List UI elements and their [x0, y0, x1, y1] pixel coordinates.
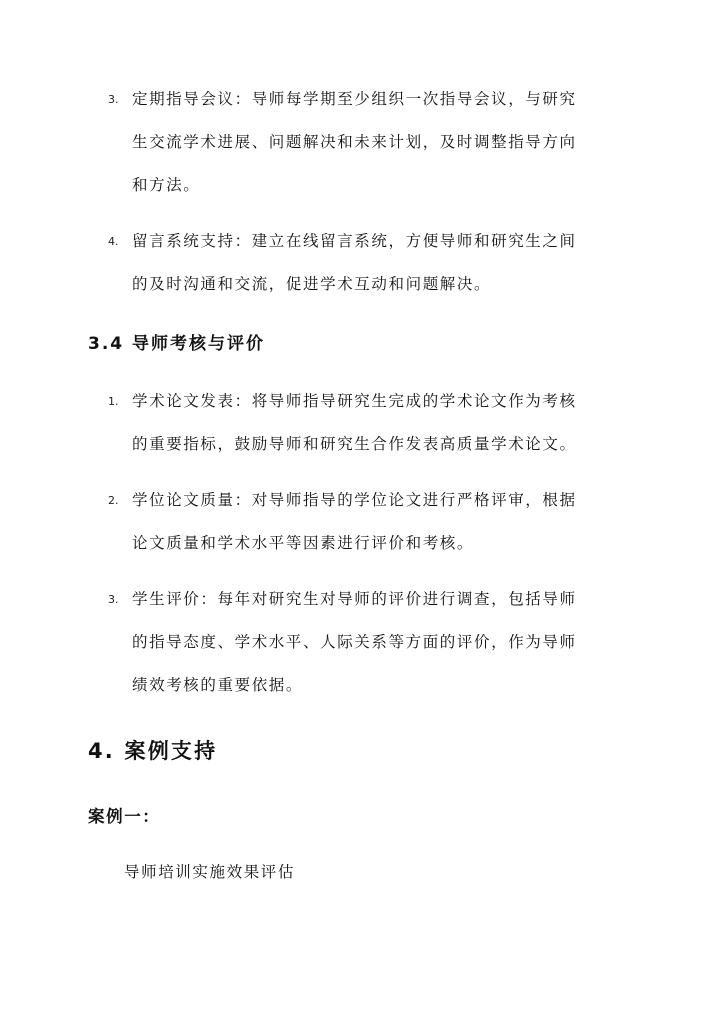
list-item-number: 2.	[108, 494, 119, 507]
list-item-number: 3.	[108, 93, 119, 106]
list-item-number: 4.	[108, 235, 119, 248]
list-item-line: 论文质量和学术水平等因素进行评价和考核。	[132, 534, 475, 552]
list-item-line: 和方法。	[132, 176, 201, 194]
case-title: 案例一：	[88, 807, 161, 826]
section-heading-4: 4. 案例支持	[88, 739, 218, 763]
list-item-line: 的指导态度、学术水平、人际关系等方面的评价，作为导师	[132, 633, 577, 651]
list-item-line: 绩效考核的重要依据。	[132, 676, 304, 694]
list-item-line: 定期指导会议：导师每学期至少组织一次指导会议，与研究	[132, 90, 577, 108]
list-item-line: 留言系统支持：建立在线留言系统，方便导师和研究生之间	[132, 232, 577, 250]
list-item-number: 1.	[108, 395, 119, 408]
list-item-line: 生交流学术进展、问题解决和未来计划，及时调整指导方向	[132, 133, 577, 151]
list-item-line: 的及时沟通和交流，促进学术互动和问题解决。	[132, 275, 492, 293]
section-heading-3-4: 3.4 导师考核与评价	[88, 334, 266, 354]
list-item-line: 学位论文质量：对导师指导的学位论文进行严格评审，根据	[132, 491, 577, 509]
list-item-line: 学术论文发表：将导师指导研究生完成的学术论文作为考核	[132, 392, 577, 410]
list-item-number: 3.	[108, 593, 119, 606]
list-item-line: 学生评价：每年对研究生对导师的评价进行调查，包括导师	[132, 590, 577, 608]
case-subtitle: 导师培训实施效果评估	[124, 863, 296, 881]
list-item-line: 的重要指标，鼓励导师和研究生合作发表高质量学术论文。	[132, 435, 577, 453]
